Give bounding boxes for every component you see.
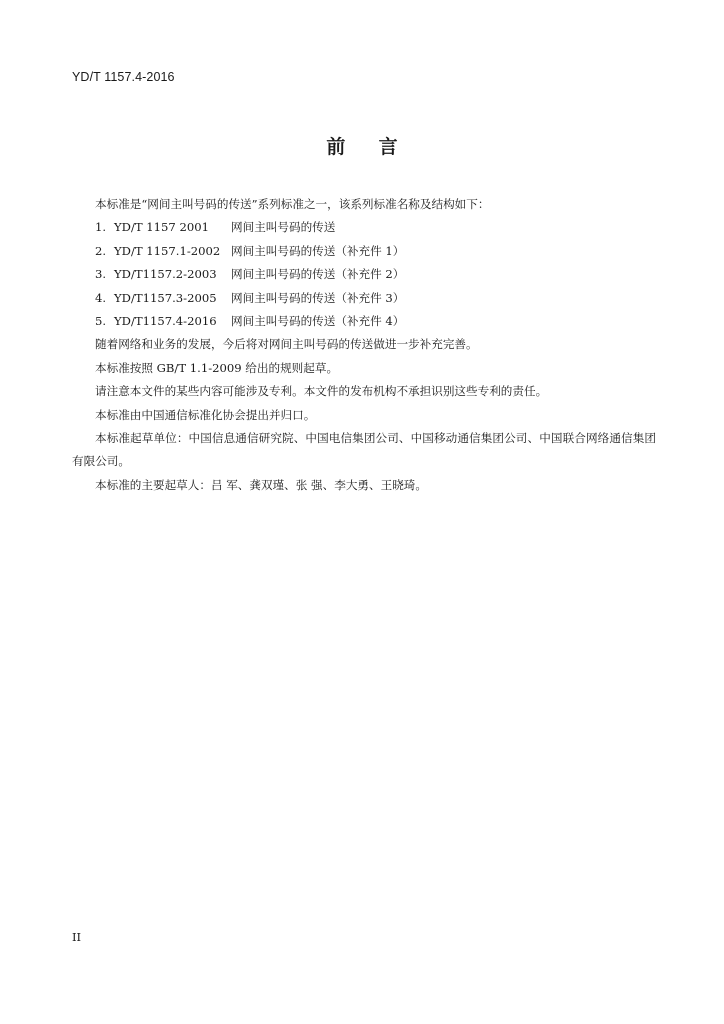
paragraph-development: 随着网络和业务的发展，今后将对网间主叫号码的传送做进一步补充完善。 [95,337,478,352]
page-title: 前 言 [326,136,398,158]
list-item-number: 5. [95,314,107,329]
list-item-code: YD/T1157.4-2016 [114,314,217,329]
list-item-code: YD/T 1157 2001 [114,220,209,235]
list-item-name: 网间主叫号码的传送（补充件 3） [231,290,405,305]
paragraph-proposer: 本标准由中国通信标准化协会提出并归口。 [95,407,316,422]
list-item-number: 2. [95,243,107,258]
list-item-name: 网间主叫号码的传送（补充件 2） [231,267,405,282]
intro-paragraph: 本标准是“网间主叫号码的传送”系列标准之一，该系列标准名称及结构如下： [95,197,490,211]
paragraph-drafting-rules: 本标准按照 GB/T 1.1-2009 给出的规则起草。 [95,360,339,375]
list-item [72,263,656,286]
list-item-number: 3. [95,267,107,282]
list-item-name: 网间主叫号码的传送 [231,220,336,235]
list-item-number: 4. [95,290,107,305]
list-item [72,216,656,239]
list-item-number: 1. [95,220,107,235]
paragraph-drafters: 本标准的主要起草人：吕 军、龚双瑾、张 强、李大勇、王晓琦。 [95,477,427,492]
list-item [72,287,656,310]
standards-list [72,216,656,333]
document-body [72,193,656,497]
paragraph-patent-notice: 请注意本文件的某些内容可能涉及专利。本文件的发布机构不承担识别这些专利的责任。 [95,384,548,399]
list-item-code: YD/T1157.2-2003 [114,267,217,282]
list-item [72,240,656,263]
list-item [72,310,656,333]
page-number: II [72,930,82,944]
list-item-name: 网间主叫号码的传送（补充件 1） [231,243,405,258]
paragraph-drafting-units: 本标准起草单位：中国信息通信研究院、中国电信集团公司、中国移动通信集团公司、中国联合网络通信集团有限公司。 [72,431,656,469]
document-code: YD/T 1157.4-2016 [72,70,175,84]
list-item-code: YD/T 1157.1-2002 [114,243,221,258]
list-item-code: YD/T1157.3-2005 [114,290,217,305]
list-item-name: 网间主叫号码的传送（补充件 4） [231,314,405,329]
